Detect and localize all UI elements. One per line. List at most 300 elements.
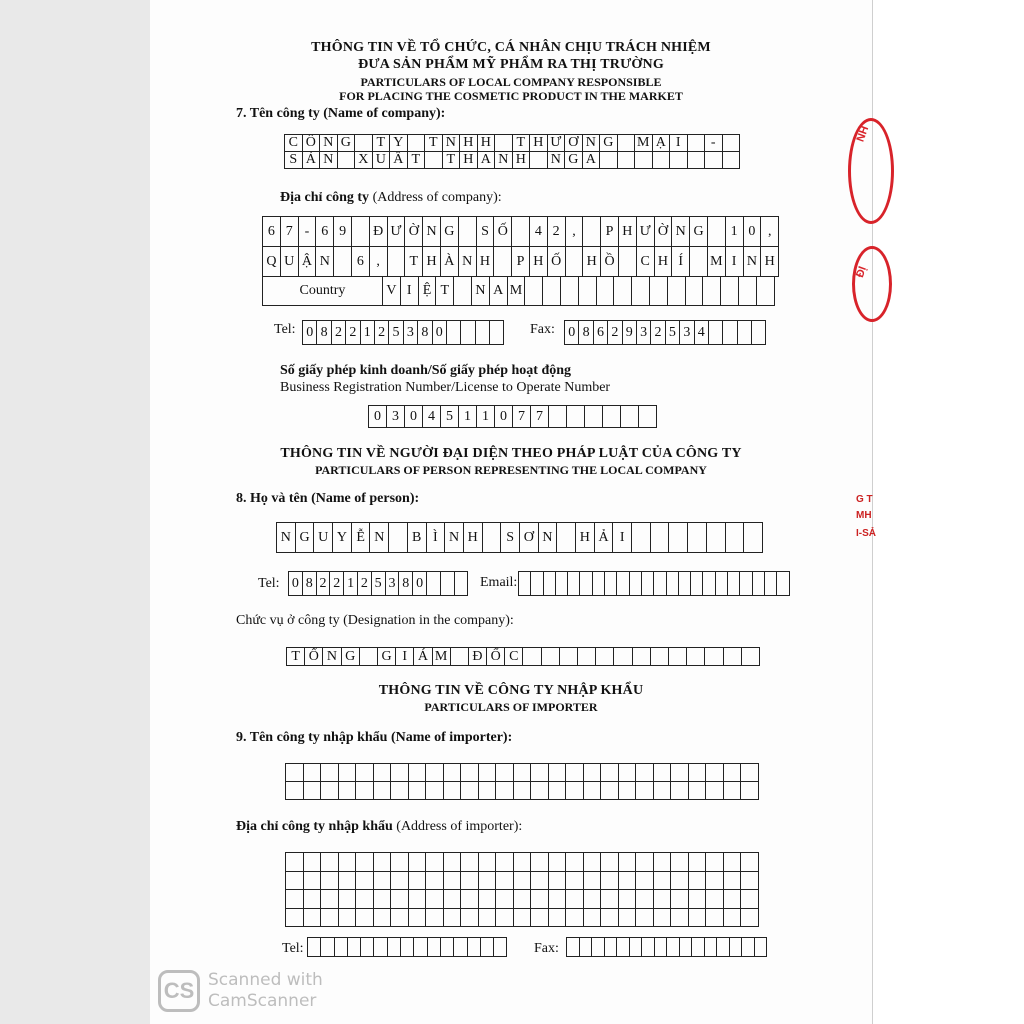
grid-cell[interactable] (389, 523, 408, 553)
grid-cell[interactable] (304, 782, 322, 800)
grid-cell[interactable] (304, 890, 322, 909)
grid-cell[interactable] (600, 152, 618, 169)
grid-cell[interactable]: 2 (548, 217, 566, 247)
grid-cell[interactable]: G (441, 217, 459, 247)
grid-cell[interactable]: N (320, 152, 338, 169)
grid-cell[interactable] (426, 909, 444, 928)
grid-cell[interactable] (408, 135, 426, 152)
grid-cell[interactable]: H (460, 135, 478, 152)
grid-cell[interactable] (523, 648, 541, 666)
grid-cell[interactable] (671, 909, 689, 928)
grid-cell[interactable]: N (539, 523, 558, 553)
grid-cell[interactable] (549, 909, 567, 928)
grid-cell[interactable] (706, 853, 724, 872)
grid-cell[interactable]: 8 (579, 321, 593, 345)
grid-cell[interactable] (688, 135, 706, 152)
grid-cell[interactable] (614, 648, 632, 666)
grid-cell[interactable]: Ơ (565, 135, 583, 152)
grid-cell[interactable] (566, 764, 584, 782)
grid-cell[interactable] (603, 406, 621, 428)
grid-cell[interactable]: T (436, 277, 454, 306)
grid-cell[interactable] (654, 872, 672, 891)
grid-cell[interactable] (706, 782, 724, 800)
grid-cell[interactable]: Ồ (601, 247, 619, 277)
grid-cell[interactable] (360, 648, 378, 666)
grid-cell[interactable] (428, 938, 441, 957)
grid-cell[interactable] (304, 909, 322, 928)
grid-cell[interactable]: 1 (361, 321, 375, 345)
grid-cell[interactable]: 8 (317, 321, 331, 345)
grid-cell[interactable] (584, 909, 602, 928)
grid-cell[interactable]: P (512, 247, 530, 277)
grid-cell[interactable] (709, 321, 723, 345)
company-address-grid[interactable] (262, 216, 779, 277)
grid-cell[interactable]: H (513, 152, 531, 169)
grid-cell[interactable] (339, 853, 357, 872)
grid-cell[interactable]: Ấ (390, 152, 408, 169)
grid-cell[interactable] (334, 247, 352, 277)
grid-cell[interactable] (496, 782, 514, 800)
grid-cell[interactable] (689, 890, 707, 909)
grid-cell[interactable] (692, 938, 705, 957)
grid-cell[interactable]: I (670, 135, 688, 152)
grid-cell[interactable] (479, 853, 497, 872)
grid-cell[interactable] (630, 938, 643, 957)
grid-cell[interactable] (444, 764, 462, 782)
grid-cell[interactable] (584, 853, 602, 872)
grid-cell[interactable] (557, 523, 576, 553)
grid-cell[interactable]: Ô (303, 135, 321, 152)
grid-cell[interactable]: 6 (263, 217, 281, 247)
grid-cell[interactable]: B (408, 523, 427, 553)
grid-cell[interactable] (479, 764, 497, 782)
grid-cell[interactable] (339, 909, 357, 928)
grid-cell[interactable]: X (355, 152, 373, 169)
grid-cell[interactable]: Ờ (405, 217, 423, 247)
grid-cell[interactable] (495, 135, 513, 152)
grid-cell[interactable] (690, 247, 708, 277)
grid-cell[interactable] (706, 909, 724, 928)
grid-cell[interactable]: 5 (441, 406, 459, 428)
grid-cell[interactable] (619, 872, 637, 891)
grid-cell[interactable] (654, 890, 672, 909)
grid-cell[interactable]: N (548, 152, 566, 169)
grid-cell[interactable]: Ố (548, 247, 566, 277)
grid-cell[interactable] (374, 890, 392, 909)
grid-cell[interactable] (476, 321, 490, 345)
grid-cell[interactable]: G (378, 648, 396, 666)
grid-cell[interactable] (669, 523, 688, 553)
grid-cell[interactable] (642, 572, 654, 596)
grid-cell[interactable] (496, 872, 514, 891)
grid-cell[interactable] (635, 152, 653, 169)
grid-cell[interactable] (514, 909, 532, 928)
grid-cell[interactable]: 8 (303, 572, 317, 596)
grid-cell[interactable] (619, 247, 637, 277)
grid-cell[interactable]: H (478, 135, 496, 152)
grid-cell[interactable]: 1 (344, 572, 358, 596)
grid-cell[interactable]: 2 (608, 321, 622, 345)
grid-cell[interactable]: Á (414, 648, 432, 666)
grid-cell[interactable] (468, 938, 481, 957)
grid-cell[interactable] (339, 764, 357, 782)
grid-cell[interactable]: Í (672, 247, 690, 277)
grid-cell[interactable] (286, 909, 304, 928)
grid-cell[interactable]: A (583, 152, 601, 169)
grid-cell[interactable] (724, 872, 742, 891)
grid-cell[interactable] (726, 523, 745, 553)
grid-cell[interactable] (335, 938, 348, 957)
grid-cell[interactable]: N (744, 247, 762, 277)
grid-cell[interactable]: T (408, 152, 426, 169)
grid-cell[interactable]: I (613, 523, 632, 553)
grid-cell[interactable]: N (277, 523, 296, 553)
grid-cell[interactable] (444, 872, 462, 891)
grid-cell[interactable] (619, 782, 637, 800)
grid-cell[interactable] (455, 572, 469, 596)
grid-cell[interactable]: H (464, 523, 483, 553)
grid-cell[interactable] (636, 782, 654, 800)
grid-cell[interactable] (705, 648, 723, 666)
grid-cell[interactable]: 4 (423, 406, 441, 428)
grid-cell[interactable] (321, 782, 339, 800)
grid-cell[interactable]: 1 (726, 217, 744, 247)
grid-cell[interactable] (531, 909, 549, 928)
importer-fax-grid[interactable] (566, 937, 767, 957)
grid-cell[interactable] (543, 277, 561, 306)
grid-cell[interactable] (321, 938, 334, 957)
importer-address-grid[interactable] (285, 852, 759, 927)
grid-cell[interactable] (479, 890, 497, 909)
grid-cell[interactable] (444, 853, 462, 872)
grid-cell[interactable] (669, 648, 687, 666)
grid-cell[interactable]: - (299, 217, 317, 247)
grid-cell[interactable]: S (285, 152, 303, 169)
grid-cell[interactable] (667, 938, 680, 957)
grid-cell[interactable] (691, 572, 703, 596)
license-number-grid[interactable] (368, 405, 657, 428)
grid-cell[interactable] (286, 764, 304, 782)
importer-name-grid[interactable] (285, 763, 759, 800)
grid-cell[interactable] (654, 572, 666, 596)
grid-cell[interactable]: 1 (477, 406, 495, 428)
grid-cell[interactable]: T (425, 135, 443, 152)
grid-cell[interactable] (739, 277, 757, 306)
grid-cell[interactable]: 4 (530, 217, 548, 247)
grid-cell[interactable] (544, 572, 556, 596)
grid-cell[interactable] (671, 853, 689, 872)
grid-cell[interactable]: H (423, 247, 441, 277)
grid-cell[interactable] (391, 872, 409, 891)
grid-cell[interactable] (479, 782, 497, 800)
grid-cell[interactable]: M (635, 135, 653, 152)
grid-cell[interactable] (444, 909, 462, 928)
grid-cell[interactable] (531, 872, 549, 891)
grid-cell[interactable]: 7 (531, 406, 549, 428)
grid-cell[interactable] (494, 247, 512, 277)
grid-cell[interactable] (409, 853, 427, 872)
grid-cell[interactable] (717, 938, 730, 957)
grid-cell[interactable]: H (530, 135, 548, 152)
grid-cell[interactable] (668, 277, 686, 306)
grid-cell[interactable] (388, 938, 401, 957)
grid-cell[interactable] (601, 782, 619, 800)
grid-cell[interactable]: Ậ (299, 247, 317, 277)
grid-cell[interactable] (741, 890, 759, 909)
grid-cell[interactable] (757, 277, 775, 306)
grid-cell[interactable]: N (370, 523, 389, 553)
grid-cell[interactable] (568, 572, 580, 596)
grid-cell[interactable]: 0 (303, 321, 317, 345)
grid-cell[interactable] (441, 938, 454, 957)
grid-cell[interactable]: T (287, 648, 305, 666)
grid-cell[interactable]: 7 (281, 217, 299, 247)
grid-cell[interactable]: N (320, 135, 338, 152)
grid-cell[interactable] (531, 890, 549, 909)
grid-cell[interactable] (724, 909, 742, 928)
grid-cell[interactable] (409, 872, 427, 891)
grid-cell[interactable] (723, 135, 741, 152)
grid-cell[interactable] (724, 853, 742, 872)
grid-cell[interactable]: 2 (358, 572, 372, 596)
grid-cell[interactable]: 2 (375, 321, 389, 345)
grid-cell[interactable]: T (443, 152, 461, 169)
grid-cell[interactable] (531, 764, 549, 782)
grid-cell[interactable] (286, 853, 304, 872)
grid-cell[interactable]: I (401, 277, 419, 306)
grid-cell[interactable]: G (565, 152, 583, 169)
grid-cell[interactable]: N (495, 152, 513, 169)
grid-cell[interactable]: N (423, 217, 441, 247)
grid-cell[interactable] (654, 782, 672, 800)
grid-cell[interactable] (549, 764, 567, 782)
grid-cell[interactable] (580, 572, 592, 596)
grid-cell[interactable] (566, 872, 584, 891)
grid-cell[interactable]: G (600, 135, 618, 152)
grid-cell[interactable]: 7 (513, 406, 531, 428)
grid-cell[interactable]: I (726, 247, 744, 277)
grid-cell[interactable] (617, 938, 630, 957)
grid-cell[interactable] (651, 523, 670, 553)
grid-cell[interactable] (730, 938, 743, 957)
grid-cell[interactable]: S (477, 217, 495, 247)
grid-cell[interactable] (425, 152, 443, 169)
grid-cell[interactable] (741, 872, 759, 891)
grid-cell[interactable] (636, 764, 654, 782)
grid-cell[interactable]: , (566, 217, 584, 247)
grid-cell[interactable] (409, 782, 427, 800)
grid-cell[interactable] (339, 890, 357, 909)
grid-cell[interactable] (561, 277, 579, 306)
grid-cell[interactable] (723, 152, 741, 169)
grid-cell[interactable] (560, 648, 578, 666)
grid-cell[interactable] (519, 572, 531, 596)
grid-cell[interactable] (619, 853, 637, 872)
grid-cell[interactable]: 0 (495, 406, 513, 428)
grid-cell[interactable]: H (655, 247, 673, 277)
grid-cell[interactable] (409, 764, 427, 782)
grid-cell[interactable]: 4 (695, 321, 709, 345)
grid-cell[interactable] (636, 872, 654, 891)
grid-cell[interactable] (355, 135, 373, 152)
grid-cell[interactable]: A (490, 277, 508, 306)
grid-cell[interactable] (286, 872, 304, 891)
grid-cell[interactable]: Ơ (520, 523, 539, 553)
grid-cell[interactable] (650, 277, 668, 306)
grid-cell[interactable] (566, 782, 584, 800)
grid-cell[interactable] (496, 764, 514, 782)
grid-cell[interactable]: 2 (346, 321, 360, 345)
grid-cell[interactable] (584, 890, 602, 909)
grid-cell[interactable] (705, 938, 718, 957)
grid-cell[interactable] (584, 764, 602, 782)
grid-cell[interactable] (706, 764, 724, 782)
grid-cell[interactable] (321, 872, 339, 891)
grid-cell[interactable] (706, 890, 724, 909)
grid-cell[interactable] (724, 782, 742, 800)
grid-cell[interactable] (356, 782, 374, 800)
grid-cell[interactable] (686, 277, 704, 306)
grid-cell[interactable] (549, 853, 567, 872)
grid-cell[interactable] (286, 782, 304, 800)
grid-cell[interactable] (339, 782, 357, 800)
grid-cell[interactable] (374, 764, 392, 782)
grid-cell[interactable]: G (690, 217, 708, 247)
grid-cell[interactable]: N (459, 247, 477, 277)
grid-cell[interactable] (483, 523, 502, 553)
grid-cell[interactable] (671, 764, 689, 782)
grid-cell[interactable]: 6 (316, 217, 334, 247)
grid-cell[interactable]: G (342, 648, 360, 666)
grid-cell[interactable] (705, 152, 723, 169)
grid-cell[interactable]: Ễ (352, 523, 371, 553)
grid-cell[interactable] (741, 909, 759, 928)
grid-cell[interactable]: U (281, 247, 299, 277)
grid-cell[interactable] (636, 909, 654, 928)
grid-cell[interactable] (632, 277, 650, 306)
grid-cell[interactable] (618, 152, 636, 169)
grid-cell[interactable] (388, 247, 406, 277)
grid-cell[interactable]: T (373, 135, 391, 152)
grid-cell[interactable] (461, 321, 475, 345)
grid-cell[interactable]: P (601, 217, 619, 247)
grid-cell[interactable] (461, 853, 479, 872)
grid-cell[interactable]: , (761, 217, 779, 247)
grid-cell[interactable] (454, 938, 467, 957)
grid-cell[interactable] (633, 648, 651, 666)
grid-cell[interactable]: 3 (680, 321, 694, 345)
grid-cell[interactable]: 0 (413, 572, 427, 596)
grid-cell[interactable] (617, 572, 629, 596)
grid-cell[interactable]: Ả (303, 152, 321, 169)
grid-cell[interactable] (308, 938, 321, 957)
person-tel-grid[interactable] (288, 571, 468, 596)
grid-cell[interactable]: T (405, 247, 423, 277)
grid-cell[interactable] (741, 853, 759, 872)
grid-cell[interactable] (671, 890, 689, 909)
grid-cell[interactable] (636, 890, 654, 909)
grid-cell[interactable] (374, 909, 392, 928)
grid-cell[interactable] (752, 321, 766, 345)
grid-cell[interactable]: V (383, 277, 401, 306)
grid-cell[interactable] (680, 938, 693, 957)
person-email-grid[interactable] (518, 571, 790, 596)
grid-cell[interactable] (579, 277, 597, 306)
grid-cell[interactable] (742, 938, 755, 957)
grid-cell[interactable] (461, 872, 479, 891)
grid-cell[interactable]: N (323, 648, 341, 666)
grid-cell[interactable] (496, 853, 514, 872)
grid-cell[interactable] (593, 572, 605, 596)
country-row[interactable] (262, 276, 775, 306)
grid-cell[interactable]: N (472, 277, 490, 306)
grid-cell[interactable]: H (619, 217, 637, 247)
grid-cell[interactable]: Ạ (653, 135, 671, 152)
grid-cell[interactable] (514, 872, 532, 891)
grid-cell[interactable] (744, 523, 763, 553)
grid-cell[interactable] (567, 938, 580, 957)
grid-cell[interactable] (567, 406, 585, 428)
grid-cell[interactable]: Q (263, 247, 281, 277)
grid-cell[interactable] (584, 872, 602, 891)
grid-cell[interactable]: H (460, 152, 478, 169)
grid-cell[interactable] (549, 406, 567, 428)
grid-cell[interactable] (619, 909, 637, 928)
grid-cell[interactable] (409, 909, 427, 928)
grid-cell[interactable] (601, 764, 619, 782)
grid-cell[interactable] (391, 890, 409, 909)
grid-cell[interactable] (621, 406, 639, 428)
grid-cell[interactable] (605, 938, 618, 957)
grid-cell[interactable] (601, 909, 619, 928)
grid-cell[interactable] (601, 890, 619, 909)
grid-cell[interactable] (490, 321, 504, 345)
grid-cell[interactable] (605, 572, 617, 596)
grid-cell[interactable]: G (338, 135, 356, 152)
grid-cell[interactable] (601, 872, 619, 891)
grid-cell[interactable] (339, 872, 357, 891)
grid-cell[interactable] (531, 782, 549, 800)
grid-cell[interactable] (414, 938, 427, 957)
grid-cell[interactable]: 8 (418, 321, 432, 345)
grid-cell[interactable] (454, 277, 472, 306)
grid-cell[interactable] (618, 135, 636, 152)
grid-cell[interactable] (531, 572, 543, 596)
grid-cell[interactable]: 0 (289, 572, 303, 596)
grid-cell[interactable] (566, 853, 584, 872)
grid-cell[interactable]: 0 (433, 321, 447, 345)
grid-cell[interactable] (356, 853, 374, 872)
grid-cell[interactable] (479, 872, 497, 891)
grid-cell[interactable] (741, 764, 759, 782)
grid-cell[interactable] (496, 909, 514, 928)
grid-cell[interactable]: 0 (744, 217, 762, 247)
grid-cell[interactable] (703, 277, 721, 306)
grid-cell[interactable] (321, 853, 339, 872)
grid-cell[interactable]: Ệ (419, 277, 437, 306)
grid-cell[interactable]: Y (390, 135, 408, 152)
grid-cell[interactable] (514, 764, 532, 782)
grid-cell[interactable]: 2 (317, 572, 331, 596)
grid-cell[interactable]: T (513, 135, 531, 152)
grid-cell[interactable] (707, 523, 726, 553)
grid-cell[interactable] (671, 872, 689, 891)
grid-cell[interactable] (708, 217, 726, 247)
grid-cell[interactable]: N (445, 523, 464, 553)
grid-cell[interactable]: - (705, 135, 723, 152)
grid-cell[interactable] (447, 321, 461, 345)
grid-cell[interactable] (724, 648, 742, 666)
